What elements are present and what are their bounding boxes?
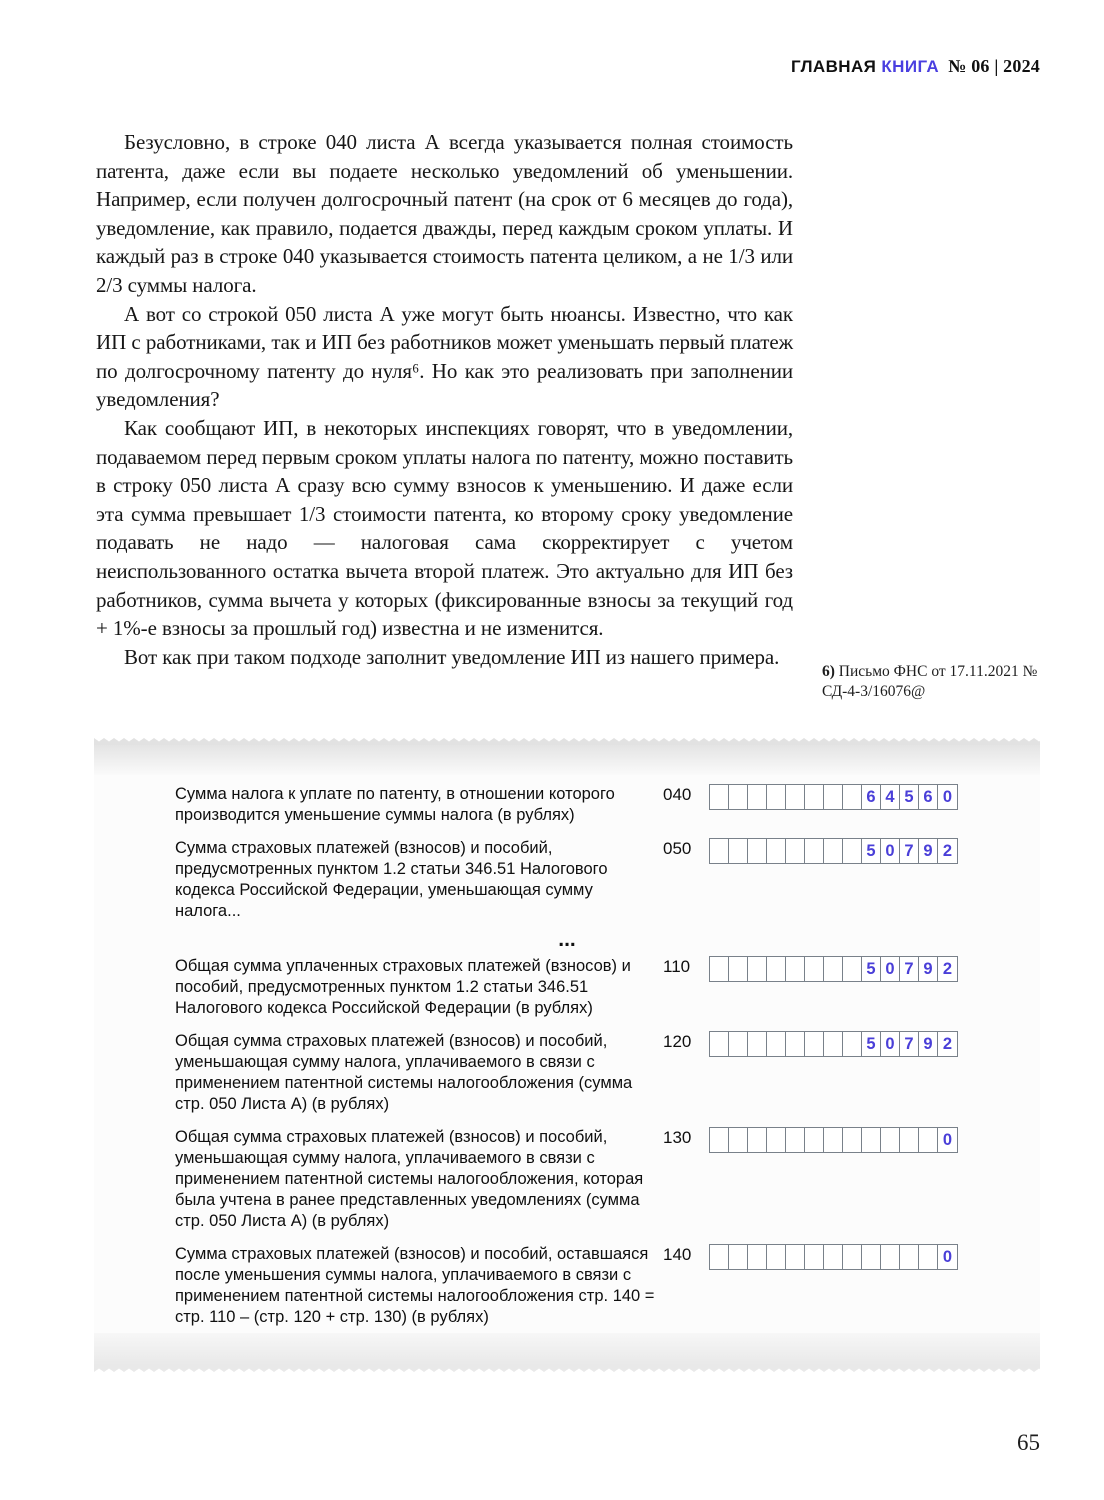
form-cell [710, 785, 729, 809]
form-cell [729, 1032, 748, 1056]
footnote-text: Письмо ФНС от 17.11.2021 № СД-4-3/16076@ [822, 663, 1038, 700]
form-cell [729, 1128, 748, 1152]
form-cell: 9 [919, 839, 938, 863]
form-cell: 0 [942, 1247, 953, 1266]
form-cell [748, 839, 767, 863]
form-cell: 7 [900, 1032, 919, 1056]
form-cell [786, 1032, 805, 1056]
form-cell [748, 785, 767, 809]
form-cell: 7 [900, 839, 919, 863]
form-cell [824, 1128, 843, 1152]
form-row-050 [175, 838, 1040, 922]
form-cell [729, 1245, 748, 1269]
paragraph: Вот как при таком подходе заполнит уведомление ИП из нашего примера. [124, 644, 780, 669]
form-cell: 0 [881, 957, 900, 981]
form-cell [824, 1032, 843, 1056]
form-cell: 0 [942, 1130, 953, 1149]
form-cell: 0 [942, 787, 953, 806]
form-cell [786, 1245, 805, 1269]
form-cell [881, 1128, 900, 1152]
form-cell [748, 957, 767, 981]
form-cell [843, 1032, 862, 1056]
form-cell [843, 957, 862, 981]
form-cell: 6 [862, 785, 881, 809]
form-cell [786, 839, 805, 863]
field-cell-grid-120 [709, 1031, 958, 1057]
form-cell: 5 [862, 957, 881, 981]
field-code: 040 [663, 785, 692, 804]
form-row-040 [175, 784, 1040, 826]
field-code: 120 [663, 1032, 692, 1051]
form-cell [767, 839, 786, 863]
form-cell: 2 [942, 1034, 953, 1053]
paragraph: Безусловно, в строке 040 листа А всегда указывается полная стоимость патента, даже если вы подаете несколько уведомлений об уменьшении. Например, если получен долгосрочный патент (на срок от 6 месяцев до года), уведомление, как правило, подается дважды, перед каждым сроком уплаты. И каждый раз в строке 040 указывается стоимость патента целиком, а не 1/3 или 2/3 суммы налога. [96, 130, 793, 297]
field-label: Общая сумма уплаченных страховых платежей (взносов) и пособий, предусмотренных пунктом 1.2 статьи 346.51 Налогового кодекса Российской Федерации (в рублях) [175, 957, 631, 1017]
form-row-140 [175, 1244, 1040, 1328]
form-cell [919, 1245, 938, 1269]
form-cell [843, 1245, 862, 1269]
form-cell [729, 839, 748, 863]
form-cell [862, 1128, 881, 1152]
form-cell [843, 839, 862, 863]
form-cell [767, 957, 786, 981]
form-omitted-rows-ellipsis: ... [558, 928, 576, 951]
form-cell [786, 957, 805, 981]
field-cell-grid-140 [709, 1244, 958, 1270]
form-cell [805, 957, 824, 981]
form-cell: 7 [900, 957, 919, 981]
form-cell [710, 839, 729, 863]
form-cell [710, 1128, 729, 1152]
form-cell [767, 1245, 786, 1269]
form-rows [94, 784, 1040, 1340]
paragraph: А вот со строкой 050 листа А уже могут быть нюансы. Известно, что как ИП с работниками, так и ИП без работников может уменьшать первый платеж по долгосрочному патенту до нуля⁶. Но как это реализовать при заполнении уведомления? [96, 301, 793, 412]
brand-accent: КНИГА [881, 57, 940, 76]
tax-form-excerpt [94, 738, 1040, 1372]
form-cell: 2 [942, 841, 953, 860]
issue-number: № 06 | 2024 [948, 56, 1040, 76]
form-cell [824, 1245, 843, 1269]
field-cell-grid-110 [709, 956, 958, 982]
sidebar-footnote [822, 662, 1042, 702]
form-cell [881, 1245, 900, 1269]
form-cell: 0 [881, 839, 900, 863]
field-label: Общая сумма страховых платежей (взносов) и пособий, уменьшающая сумму налога, уплачиваемого в связи с применением патентной системы налогообложения, которая была учтена в ранее представленных уведомлениях (сумма стр. 050 Листа А) (в рублях) [175, 1128, 644, 1230]
form-cell [843, 785, 862, 809]
form-row-110 [175, 956, 1040, 1019]
form-cell [805, 1032, 824, 1056]
page-number: 65 [1017, 1430, 1040, 1455]
form-bottom-shading [94, 1333, 1040, 1365]
form-cell: 4 [881, 785, 900, 809]
form-cell: 5 [900, 785, 919, 809]
magazine-header [791, 56, 1040, 77]
form-cell: 9 [919, 957, 938, 981]
form-cell [900, 1128, 919, 1152]
field-code: 110 [663, 957, 691, 976]
form-cell [729, 785, 748, 809]
form-cell [919, 1128, 938, 1152]
field-cell-grid-130 [709, 1127, 958, 1153]
form-cell [786, 785, 805, 809]
form-cell [729, 957, 748, 981]
form-row-120 [175, 1031, 1040, 1115]
form-top-shading [94, 745, 1040, 775]
form-cell [900, 1245, 919, 1269]
field-label: Сумма страховых платежей (взносов) и пособий, оставшаяся после уменьшения суммы налога, уплачиваемого в связи с применением патентной системы налогообложения стр. 140 = стр. 110 – (стр. 120 + стр. 130) (в рублях) [175, 1245, 655, 1326]
form-cell [710, 1245, 729, 1269]
field-cell-grid-040 [709, 784, 958, 810]
form-cell [710, 1032, 729, 1056]
form-cell [843, 1128, 862, 1152]
form-cell [824, 839, 843, 863]
torn-edge-top [94, 738, 1040, 745]
form-cell: 0 [881, 1032, 900, 1056]
form-cell [748, 1245, 767, 1269]
form-cell [862, 1245, 881, 1269]
form-cell [767, 785, 786, 809]
field-code: 130 [663, 1128, 692, 1147]
form-cell: 9 [919, 1032, 938, 1056]
form-cell [805, 1128, 824, 1152]
form-cell [805, 839, 824, 863]
form-cell [710, 957, 729, 981]
paragraph: Как сообщают ИП, в некоторых инспекциях говорят, что в уведомлении, подаваемом перед первым сроком уплаты налога по патенту, можно поставить в строку 050 листа А сразу всю сумму взносов к уменьшению. И даже если эта сумма превышает 1/3 стоимости патента, ко второму сроку уведомление подавать не надо — налоговая сама скорректирует с учетом неиспользованного остатка вычета второй платеж. Это актуально для ИП без работников, сумма вычета у которых (фиксированные взносы за текущий год + 1%-е взносы за прошлый год) известна и не изменится. [96, 415, 793, 641]
field-code: 050 [663, 839, 692, 858]
field-label: Общая сумма страховых платежей (взносов) и пособий, уменьшающая сумму налога, уплачиваемого в связи с применением патентной системы налогообложения (сумма стр. 050 Листа А) (в рублях) [175, 1032, 633, 1113]
form-cell [786, 1128, 805, 1152]
article-body [96, 128, 793, 671]
field-label: Сумма налога к уплате по патенту, в отношении которого производится уменьшение суммы налога (в рублях) [175, 785, 615, 824]
form-cell [748, 1128, 767, 1152]
field-label: Сумма страховых платежей (взносов) и пособий, предусмотренных пунктом 1.2 статьи 346.51 Налогового кодекса Российской Федерации, уменьшающая сумму налога... [175, 839, 608, 920]
form-cell [767, 1032, 786, 1056]
form-cell: 5 [862, 839, 881, 863]
form-cell [748, 1032, 767, 1056]
form-row-130 [175, 1127, 1040, 1232]
form-cell [805, 785, 824, 809]
form-cell [805, 1245, 824, 1269]
field-cell-grid-050 [709, 838, 958, 864]
field-code: 140 [663, 1245, 692, 1264]
footnote-marker: 6) [822, 663, 835, 680]
form-cell [767, 1128, 786, 1152]
torn-edge-bottom [94, 1365, 1040, 1372]
form-cell: 6 [919, 785, 938, 809]
brand-primary: ГЛАВНАЯ [790, 57, 877, 76]
form-cell [824, 957, 843, 981]
form-cell [824, 785, 843, 809]
form-cell: 5 [862, 1032, 881, 1056]
form-cell: 2 [942, 959, 953, 978]
